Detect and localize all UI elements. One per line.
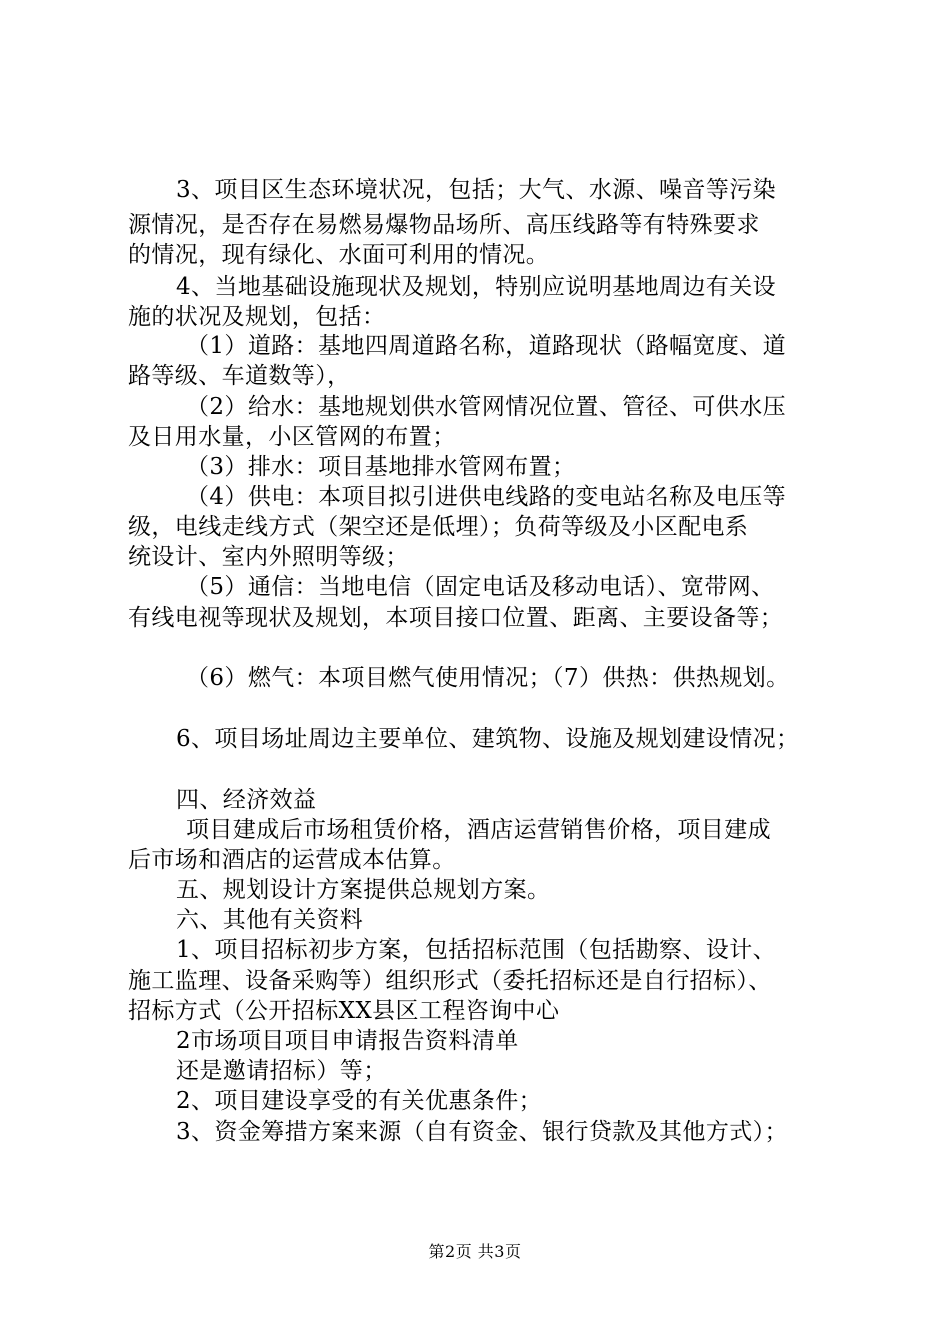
paragraph-line: 招标方式（公开招标XX县区工程咨询中心 (128, 998, 560, 1024)
paragraph-line: （1）道路：基地四周道路名称，道路现状（路幅宽度、道 (186, 333, 787, 359)
paragraph-line: 源情况，是否存在易燃易爆物品场所、高压线路等有特殊要求 (128, 212, 760, 238)
paragraph-line: 施工监理、设备采购等）组织形式（委托招标还是自行招标）、 (128, 968, 772, 994)
paragraph-line: （6）燃气：本项目燃气使用情况；（7）供热：供热规划。 (186, 665, 790, 691)
section-heading: 四、经济效益 (176, 787, 317, 813)
paragraph-line: 的情况，现有绿化、水面可利用的情况。 (128, 242, 550, 268)
paragraph-line: （5）通信：当地电信（固定电话及移动电话）、宽带网、 (186, 574, 775, 600)
paragraph-line: 4、当地基础设施现状及规划，特别应说明基地周边有关设 (176, 274, 777, 300)
paragraph-line: 路等级、车道数等）， (128, 363, 351, 389)
paragraph-line: 3、资金筹措方案来源（自有资金、银行贷款及其他方式）； (176, 1119, 788, 1145)
paragraph-line: 项目建成后市场租赁价格，酒店运营销售价格，项目建成 (186, 817, 771, 843)
paragraph-line: （4）供电：本项目拟引进供电线路的变电站名称及电压等 (186, 484, 787, 510)
page-footer: 第2页 共3页 (428, 1242, 522, 1261)
paragraph-line: （3）排水：项目基地排水管网布置； (186, 454, 576, 480)
paragraph-line: 2、项目建设享受的有关优惠条件； (176, 1088, 543, 1114)
paragraph-line: 及日用水量，小区管网的布置； (128, 424, 456, 450)
paragraph-line: 级，电线走线方式（架空还是低埋）；负荷等级及小区配电系 (128, 514, 749, 540)
paragraph-line: 2市场项目项目申请报告资料清单 (176, 1028, 519, 1054)
paragraph-line: 后市场和酒店的运营成本估算。 (128, 847, 456, 873)
paragraph-line: 施的状况及规划，包括： (128, 304, 386, 330)
section-heading: 六、其他有关资料 (176, 907, 364, 933)
paragraph-line: 6、项目场址周边主要单位、建筑物、设施及规划建设情况； (176, 726, 800, 752)
paragraph-line: 3、项目区生态环境状况，包括；大气、水源、噪音等污染 (176, 177, 777, 203)
paragraph-line: （2）给水：基地规划供水管网情况位置、管径、可供水压 (186, 394, 787, 420)
paragraph-line: 1、项目招标初步方案，包括招标范围（包括勘察、设计、 (176, 937, 777, 963)
paragraph-line: 统设计、室内外照明等级； (128, 544, 409, 570)
paragraph-line: 有线电视等现状及规划，本项目接口位置、距离、主要设备等； (128, 605, 784, 631)
paragraph-line: 还是邀请招标）等； (176, 1058, 387, 1084)
section-heading: 五、规划设计方案提供总规划方案。 (176, 877, 551, 903)
